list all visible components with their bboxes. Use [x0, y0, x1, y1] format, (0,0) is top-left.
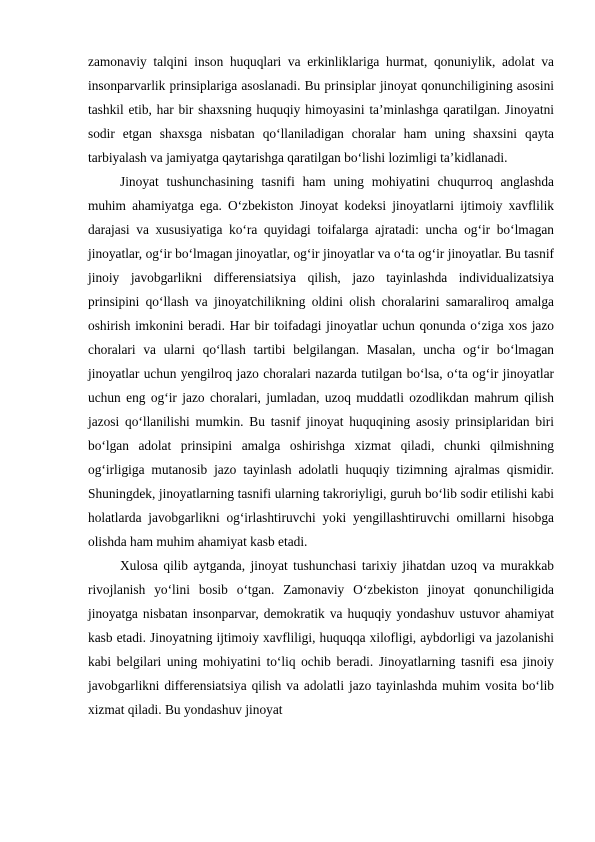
- paragraph-2: Jinoyat tushunchasining tasnifi ham uning mohiyatini chuqurroq anglashda muhim ahamiyatga ega. O‘zbekiston Jinoyat kodeksi jinoyatlarni ijtimoiy xavflilik darajasi va xususiyatiga ko‘ra quyidagi toifalarga ajratadi: uncha og‘ir bo‘lmagan jinoyatlar, og‘ir bo‘lmagan jinoyatlar, og‘ir jinoyatlar va o‘ta og‘ir jinoyatlar. Bu tasnif jinoiy javobgarlikni differensiatsiya qilish, jazo tayinlashda individualizatsiya prinsipini qo‘llash va jinoyatchilikning oldini olish choralarini samaraliroq amalga oshirish imkonini beradi. Har bir toifadagi jinoyatlar uchun qonunda o‘ziga xos jazo choralari va ularni qo‘llash tartibi belgilangan. Masalan, uncha og‘ir bo‘lmagan jinoyatlar uchun yengilroq jazo choralari nazarda tutilgan bo‘lsa, o‘ta og‘ir jinoyatlar uchun eng og‘ir jazo choralari, jumladan, uzoq muddatli ozodlikdan mahrum qilish jazosi qo‘llanilishi mumkin. Bu tasnif jinoyat huquqining asosiy prinsiplaridan biri bo‘lgan adolat prinsipini amalga oshirishga xizmat qiladi, chunki qilmishning og‘irligiga mutanosib jazo tayinlash adolatli huquqiy tizimning ajralmas qismidir. Shuningdek, jinoyatlarning tasnifi ularning takroriyligi, guruh bo‘lib sodir etilishi kabi holatlarda javobgarlikni og‘irlashtiruvchi yoki yengillashtiruvchi omillarni hisobga olishda ham muhim ahamiyat kasb etadi.: [88, 174, 554, 549]
- paragraph-1: zamonaviy talqini inson huquqlari va erkinliklariga hurmat, qonuniylik, adolat va insonparvarlik prinsiplariga asoslanadi. Bu prinsiplar jinoyat qonunchiligining asosini tashkil etib, har bir shaxsning huquqiy himoyasini ta’minlashga qaratilgan. Jinoyatni sodir etgan shaxsga nisbatan qo‘llaniladigan choralar ham uning shaxsini qayta tarbiyalash va jamiyatga qaytarishga qaratilgan bo‘lishi lozimligi ta’kidlanadi.: [88, 54, 554, 165]
- paragraph-3: Xulosa qilib aytganda, jinoyat tushunchasi tarixiy jihatdan uzoq va murakkab rivojlanish yo‘lini bosib o‘tgan. Zamonaviy O‘zbekiston jinoyat qonunchiligida jinoyatga nisbatan insonparvar, demokratik va huquqiy yondashuv ustuvor ahamiyat kasb etadi. Jinoyatning ijtimoiy xavfliligi, huquqqa xilofligi, aybdorligi va jazolanishi kabi belgilari uning mohiyatini to‘liq ochib beradi. Jinoyatlarning tasnifi esa jinoiy javobgarlikni differensiatsiya qilish va adolatli jazo tayinlashda muhim vosita bo‘lib xizmat qiladi. Bu yondashuv jinoyat: [88, 558, 554, 717]
- document-page: [88, 50, 554, 722]
